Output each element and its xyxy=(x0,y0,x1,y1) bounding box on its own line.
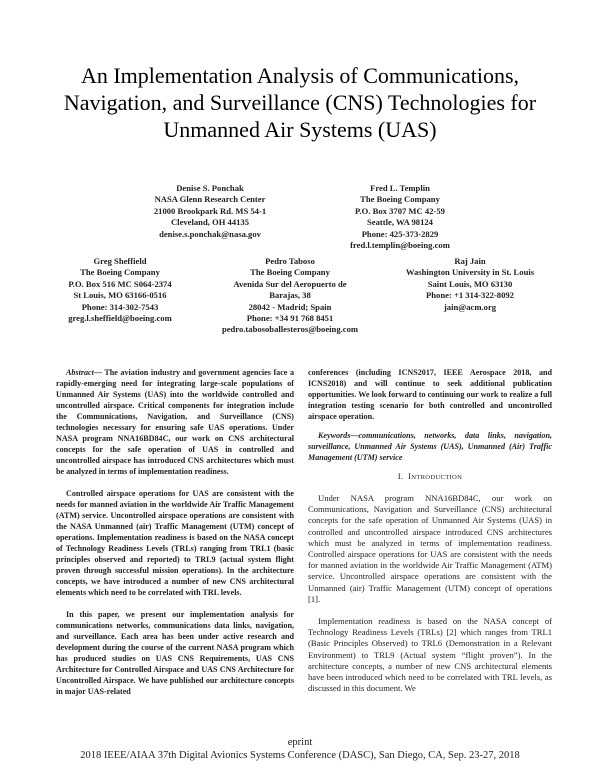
author-affiliation: The Boeing Company xyxy=(80,267,160,278)
title-line: An Implementation Analysis of Communications, xyxy=(80,63,520,88)
title-line: Unmanned Air Systems (UAS) xyxy=(163,117,437,142)
author-block-ponchak xyxy=(120,183,300,240)
author-phone: Phone: +1 314-322-8092 xyxy=(426,290,514,301)
author-email: fred.l.templin@boeing.com xyxy=(350,240,450,251)
author-affiliation: The Boeing Company xyxy=(360,194,440,205)
section-number: I. xyxy=(397,472,404,481)
abstract-paragraph: Abstract— The aviation industry and government agencies face a rapidly-emerging need for integrating large-scale populations of Unmanned Air Systems (UAS) into the worldwide controlled and uncontrolled airspace. Critical components for integration include the Communications, Navigation, and Surveillance (CNS) technologies necessary for ensuring safe UAS operations. Under NASA program NNA16BD84C, our work on CNS architectural concepts for the safe operation of UAS in controlled and uncontrolled airspace has introduced CNS architectures which must be analyzed in terms of implementation readiness. xyxy=(56,368,294,476)
author-name: Fred L. Templin xyxy=(370,183,430,193)
section-title-rest: NTRODUCTION xyxy=(411,474,463,481)
abstract-continuation: conferences (including ICNS2017, IEEE Aerospace 2018, and ICNS2018) and will continue to seek additional publication opportunities. We look forward to continuing our work to realize a full integration testing scenario for both controlled and uncontrolled airspace operation. xyxy=(308,368,552,421)
footer-conference: 2018 IEEE/AIAA 37th Digital Avionics Systems Conference (DASC), San Diego, CA, Sep. 23-27, 2018 xyxy=(80,750,520,761)
author-affiliation: Washington University in St. Louis xyxy=(405,267,535,278)
intro-paragraph-2: Implementation readiness is based on the NASA concept of Technology Readiness Levels (TRLs) [2] which ranges from TRL1 (Basic Principles Observed) to TRL6 (Demonstration in a Relevant Environment) to TRL9 (Actual system “flight proven”). In the architecture concepts, a number of new CNS architectural elements have been introduced which need to be correlated with TRL levels, as discussed in this document. We xyxy=(308,616,552,694)
right-column xyxy=(308,367,552,694)
abstract-paragraph-3: In this paper, we present our implementation analysis for communications networks, communications data links, navigation, and surveillance. Each area has been under active research and development during the course of the current NASA program which has produced studies on UAS CNS Requirements, UAS CNS Architecture for Controlled Airspace and UAS CNS Architecture for Uncontrolled Airspace. We have published our architecture concepts in major UAS-related xyxy=(56,610,294,696)
section-title-first: I xyxy=(408,472,412,481)
keywords-label: Keywords— xyxy=(318,431,359,440)
author-city: 28042 - Madrid; Spain xyxy=(248,301,332,312)
left-column xyxy=(56,367,294,697)
author-email: greg.l.sheffield@boeing.com xyxy=(68,313,172,324)
intro-paragraph-1: Under NASA program NNA16BD84C, our work on Communications, Navigation and Surveillance (CNS) architectural concepts for the safe operation of Unmanned Air Systems (UAS) in controlled and uncontrolled airspace introduced CNS architectures which must be analyzed in terms of implementation readiness. Controlled airspace operations for UAS are consistent with the needs for manned aviation in the worldwide Air Traffic Management (ATM) service. Uncontrolled airspace operations are consistent with the Unmanned (air) Traffic Management (UTM) concept of operations [1]. xyxy=(308,493,552,604)
author-city: Seattle, WA 98124 xyxy=(367,217,433,228)
author-name: Greg Sheffield xyxy=(93,256,147,266)
title-line: Navigation, and Surveillance (CNS) Technologies for xyxy=(63,90,537,115)
footer-eprint: eprint xyxy=(287,737,313,748)
author-city: Cleveland, OH 44135 xyxy=(170,217,250,228)
abstract-label: Abstract xyxy=(66,368,94,377)
author-name: Pedro Taboso xyxy=(265,256,315,266)
author-affiliation: The Boeing Company xyxy=(250,267,330,278)
paper-title xyxy=(30,62,570,143)
author-phone: Phone: 425-373-2829 xyxy=(361,228,439,239)
author-email: pedro.tabosoballesteros@boeing.com xyxy=(221,324,359,335)
section-heading xyxy=(308,471,552,483)
author-city: Saint Louis, MO 63130 xyxy=(427,278,513,289)
author-block-taboso xyxy=(205,256,375,336)
author-address: 21000 Brookpark Rd. MS 54-1 xyxy=(153,205,267,216)
author-block-templin xyxy=(320,183,480,251)
author-phone: Phone: 314-302-7543 xyxy=(81,301,159,312)
author-block-sheffield xyxy=(45,256,195,324)
keywords-paragraph: Keywords—communications, networks, data links, navigation, surveillance, Unmanned Air Systems (UAS), Unmanned (Air) Traffic Management (UTM) service xyxy=(308,431,552,462)
author-name: Raj Jain xyxy=(454,256,486,266)
author-address: Avenida Sur del Aeropuerto de xyxy=(233,278,347,289)
author-phone: Phone: +34 91 768 8451 xyxy=(246,313,334,324)
author-city: St Louis, MO 63166-0516 xyxy=(73,290,167,301)
author-affiliation: NASA Glenn Research Center xyxy=(154,194,266,205)
author-email: jain@acm.org xyxy=(443,301,497,312)
author-block-jain xyxy=(385,256,555,313)
author-address: P.O. Box 516 MC S064-2374 xyxy=(68,278,172,289)
author-address: Barajas, 38 xyxy=(269,290,311,301)
author-email: denise.s.ponchak@nasa.gov xyxy=(159,228,261,239)
abstract-paragraph-2: Controlled airspace operations for UAS are consistent with the needs for manned aviation in the worldwide Air Traffic Management (ATM) service. Uncontrolled airspace operations are consistent with the NASA Unmanned (air) Traffic Management (UTM) concept of operations. Implementation readiness is based on the NASA concept of Technology Readiness Levels (TRLs) ranging from TRL1 (basic principles observed and reported) to TRL9 (actual system flight proven through successful mission operations). In the architecture concepts, we have introduced a number of new CNS architectural elements which need to be correlated with TRL levels. xyxy=(56,489,294,597)
author-name: Denise S. Ponchak xyxy=(176,183,244,193)
author-address: P.O. Box 3707 MC 42-59 xyxy=(355,205,445,216)
